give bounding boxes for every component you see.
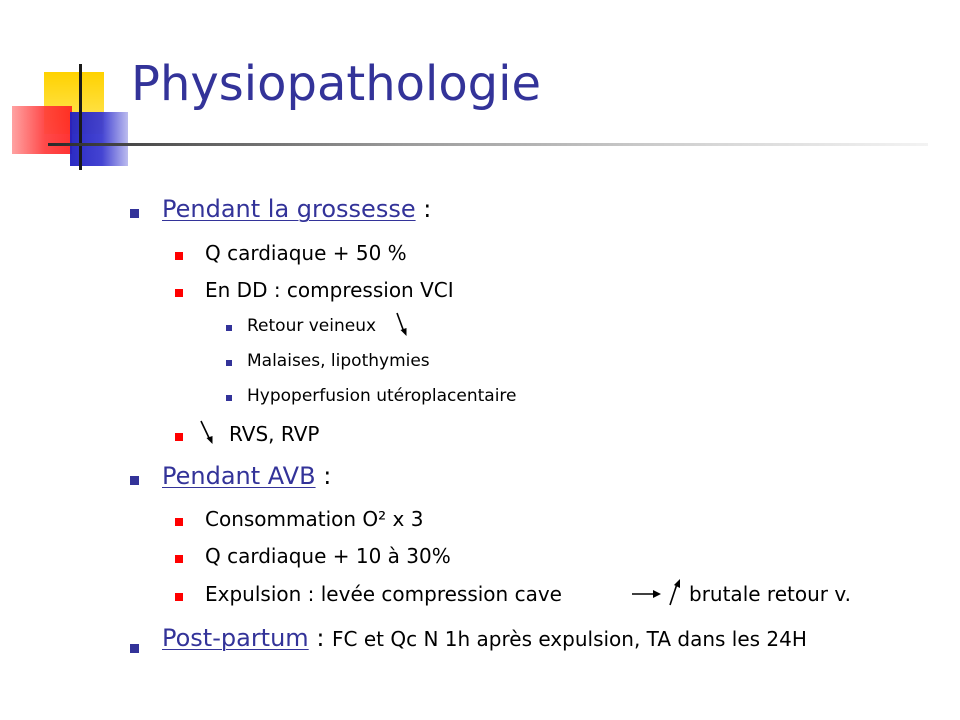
level3-bullet (226, 395, 232, 401)
list-item: Consommation O² x 3 (205, 507, 424, 531)
logo-vertical-line (79, 64, 82, 170)
list-item: Q cardiaque + 50 % (205, 241, 407, 265)
arrow-right-icon (632, 588, 662, 600)
level2-bullet (175, 593, 183, 601)
slide-title: Physiopathologie (131, 56, 542, 112)
list-item: En DD : compression VCI (205, 278, 454, 302)
post-partum-text: FC et Qc N 1h après expulsion, TA dans les 24H (332, 627, 807, 651)
level2-bullet (175, 433, 183, 441)
level3-bullet (226, 360, 232, 366)
level1-bullet (130, 476, 139, 485)
arrow-down-right-icon (396, 312, 408, 338)
list-item: RVS, RVP (229, 422, 320, 446)
list-item: brutale retour v. (689, 582, 851, 606)
list-item: Malaises, lipothymies (247, 351, 430, 371)
level2-bullet (175, 289, 183, 297)
section-heading-post-partum (162, 624, 807, 652)
list-item: Hypoperfusion utéroplacentaire (247, 386, 517, 406)
arrow-up-right-icon (668, 578, 682, 606)
level2-bullet (175, 555, 183, 563)
level1-bullet (130, 644, 139, 653)
heading-text: Pendant la grossesse (162, 195, 416, 223)
heading-text: Post-partum (162, 624, 309, 652)
level3-bullet (226, 325, 232, 331)
heading-text: Pendant AVB (162, 462, 316, 490)
title-underline-rule (48, 143, 928, 146)
level2-bullet (175, 518, 183, 526)
level2-bullet (175, 252, 183, 260)
logo-red-square (12, 106, 72, 154)
list-item: Q cardiaque + 10 à 30% (205, 544, 451, 568)
heading-suffix: : (415, 195, 432, 223)
arrow-down-right-icon (200, 420, 216, 446)
section-heading-avb (162, 462, 331, 490)
list-item: Expulsion : levée compression cave (205, 582, 562, 606)
heading-suffix: : (315, 462, 332, 490)
heading-suffix: : (308, 624, 333, 652)
level1-bullet (130, 209, 139, 218)
list-item: Retour veineux (247, 316, 377, 336)
section-heading-grossesse (162, 195, 431, 223)
